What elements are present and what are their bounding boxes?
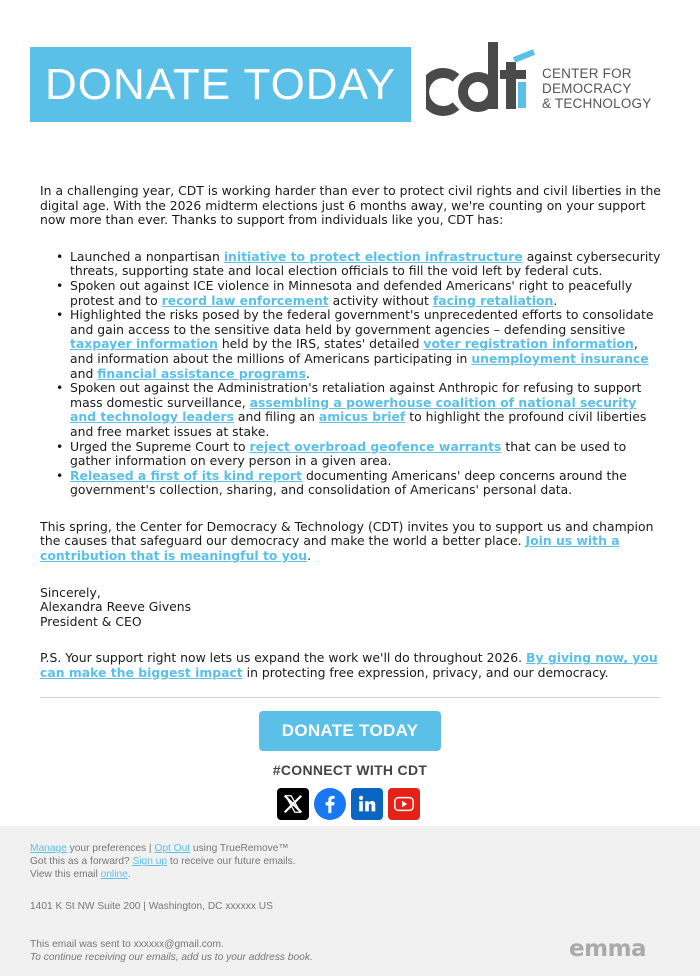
giving-now-link[interactable]: By giving now, you can make the biggest impact [40,650,658,681]
report-link[interactable]: Released a first of its kind report [70,467,302,483]
voter-registration-link[interactable]: voter registration information [423,336,634,352]
social-links [277,788,420,820]
list-item: • Spoken out against the Administration's retaliation against Anthropic for refusing to support mass domestic surveillance, assembling a powerhouse coalition of national security and technology leaders and filing an amicus brief to highlight the profound civil liberties and free market issues at stake. [54,381,662,439]
signoff-line: Sincerely, [40,584,101,600]
join-us-link[interactable]: Join us with a contribution that is meaningful to you [40,533,620,564]
taxpayer-information-link[interactable]: taxpayer information [70,336,218,352]
list-item: • Highlighted the risks posed by the federal government's unprecedented efforts to consolidate and gain access to the sensitive data held by government agencies – defending sensitive taxpayer information held by the IRS, states' detailed voter registration information, and information about the millions of Americans participating in unemployment insurance and financial assistance programs. [54,308,662,381]
youtube-icon[interactable] [388,788,420,820]
email-footer [0,826,700,976]
connect-heading: #CONNECT WITH CDT [272,762,428,778]
coalition-link[interactable]: assembling a powerhouse coalition of national security and technology leaders [70,394,637,425]
email-header [30,40,670,124]
list-item: • Urged the Supreme Court to reject overbroad geofence warrants that can be used to gather information on every person in a given area. [54,440,662,469]
opt-out-link[interactable]: Opt Out [154,843,191,854]
donate-button[interactable]: DONATE TODAY [259,711,441,751]
cdt-logo-text [542,66,651,111]
emma-logo[interactable]: emma [569,936,647,962]
sent-to-text: This email was sent to xxxxxx@gmail.com. [30,939,224,950]
manage-link[interactable]: Manage [30,843,67,854]
email-body [40,184,662,681]
signature [40,586,662,630]
footer-sent-info [30,938,313,964]
footer-address: 1401 K St NW Suite 200 | Washington, DC xxxxxx US [30,901,273,912]
facing-retaliation-link[interactable]: facing retaliation [432,292,554,308]
invite-paragraph: This spring, the Center for Democracy & Technology (CDT) invites you to support us and champion the causes that safeguard our democracy and make the world a better place. Join us with a contribution that is meaningful to you. [40,518,654,564]
signer-name: Alexandra Reeve Givens [40,599,192,615]
logo-line: CENTER FOR [542,66,632,81]
x-icon[interactable] [277,788,309,820]
list-item: • Released a first of its kind report documenting Americans' deep concerns around the government's collection, sharing, and consolidation of Americans' personal data. [54,469,662,498]
address-book-note: To continue receiving our emails, add us to your address book. [30,952,313,963]
cdt-logo-mark [426,40,536,124]
achievements-list [54,250,662,498]
financial-assistance-link[interactable]: financial assistance programs [97,365,306,381]
election-infrastructure-link[interactable]: initiative to protect election infrastructure [223,248,523,264]
intro-paragraph: In a challenging year, CDT is working harder than ever to protect civil rights and civil liberties in the digital age. With the 2026 midterm elections just 6 months away, we're counting on your support now more than ever. Thanks to support from individuals like you, CDT has: [40,183,661,228]
sign-up-link[interactable]: Sign up [132,856,168,867]
footer-preferences: Manage your preferences | Opt Out using TrueRemove™ Got this as a forward? Sign up to receive our future emails. View this email online. [30,843,296,880]
view-online-link[interactable]: online [100,869,128,880]
ps-paragraph: P.S. Your support right now lets us expand the work we'll do throughout 2026. By giving now, you can make the biggest impact in protecting free expression, privacy, and our democracy. [40,650,658,681]
logo-line: DEMOCRACY [542,81,632,96]
unemployment-insurance-link[interactable]: unemployment insurance [471,350,649,366]
cdt-logo[interactable] [426,40,676,124]
record-law-enforcement-link[interactable]: record law enforcement [161,292,329,308]
divider [40,697,660,698]
facebook-icon[interactable] [314,788,346,820]
signer-title: President & CEO [40,613,142,629]
list-item: • Launched a nonpartisan initiative to protect election infrastructure against cybersecurity threats, supporting state and local election officials to fill the void left by federal cuts. [54,250,662,279]
linkedin-icon[interactable] [351,788,383,820]
list-item: • Spoken out against ICE violence in Minnesota and defended Americans' right to peacefully protest and to record law enforcement activity without facing retaliation. [54,279,662,308]
logo-line: & TECHNOLOGY [542,96,652,111]
donate-banner[interactable]: DONATE TODAY [30,47,411,122]
amicus-brief-link[interactable]: amicus brief [318,409,406,425]
geofence-warrants-link[interactable]: reject overbroad geofence warrants [249,438,502,454]
